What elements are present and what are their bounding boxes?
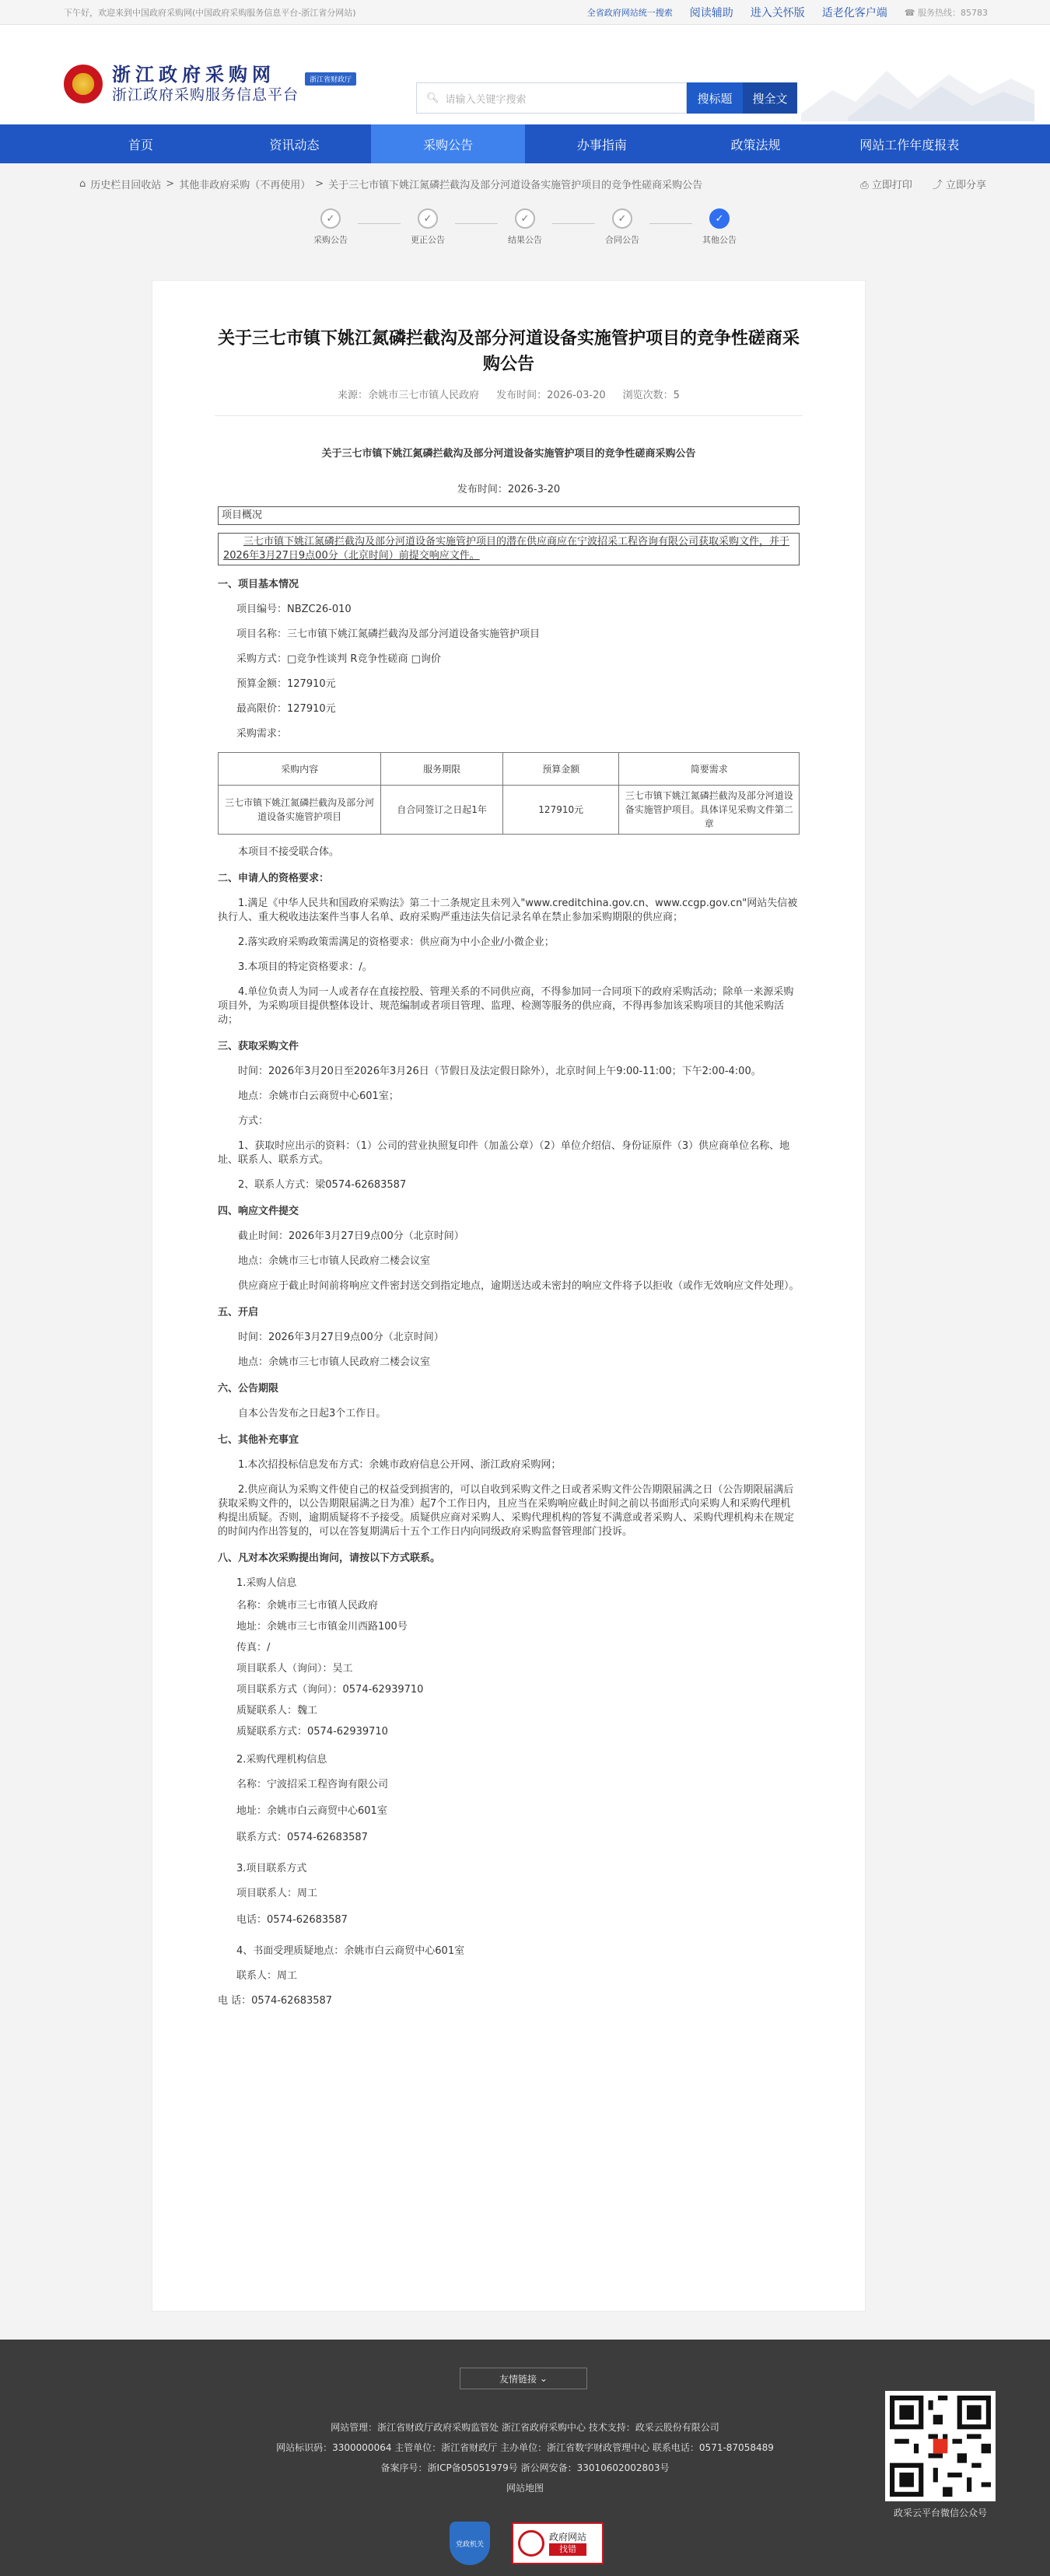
section-heading: 五、开启	[218, 1307, 259, 1318]
check-icon: ✓	[612, 208, 632, 229]
body-pub-date	[218, 483, 800, 497]
footer-line: 网站标识码：3300000064 主管单位：浙江省财政厅 主办单位：浙江省数字财政管理中心 联系电话：0571-87058489	[276, 2442, 774, 2453]
reading-aid-link[interactable]: 阅读辅助	[689, 6, 733, 19]
table-cell: 三七市镇下姚江氮磷拦截沟及部分河道设备实施管护项目。具体详见采购文件第二章	[619, 786, 800, 835]
share-button[interactable]	[933, 177, 986, 191]
article-date	[496, 387, 606, 401]
joint-bid-note: 本项目不接受联合体。	[238, 846, 340, 858]
badge-text: 党政机关	[455, 2540, 484, 2549]
requirements-table	[218, 752, 800, 835]
views-label: 浏览次数：	[622, 390, 674, 401]
magnifier-icon	[518, 2530, 544, 2557]
nav-news[interactable]: 资讯动态	[269, 137, 320, 152]
table-cell: 127910元	[503, 786, 619, 835]
obtain-method: 方式：	[238, 1115, 269, 1127]
opening-place: 地点：余姚市三七市镇人民政府二楼会议室	[238, 1356, 431, 1368]
footer	[0, 2340, 1050, 2576]
obtain-place: 地点：余姚市白云商贸中心601室；	[238, 1090, 399, 1102]
step-label: 合同公告	[605, 235, 639, 245]
printer-icon: ⎙	[860, 179, 869, 191]
agency-line: 联系方式：0574-62683587	[236, 1832, 368, 1843]
article-card	[152, 280, 866, 2312]
national-emblem-icon	[64, 65, 103, 103]
written-challenge-place: 4、书面受理质疑地点：余姚市白云商贸中心601室	[236, 1945, 465, 1957]
sitemap-link[interactable]: 网站地图	[506, 2483, 544, 2494]
project-contact-line: 电话：0574-62683587	[236, 1914, 348, 1926]
qr-caption: 政采云平台微信公众号	[893, 2508, 987, 2518]
qr-code-icon	[885, 2391, 996, 2501]
step-label: 更正公告	[411, 235, 445, 245]
print-label: 立即打印	[871, 179, 912, 191]
requirements-label: 采购需求：	[236, 728, 288, 740]
step-correction[interactable]	[401, 208, 455, 246]
notice-steps	[0, 204, 1050, 266]
qualification-4: 4.单位负责人为同一人或者存在直接控股、管理关系的不同供应商，不得参加同一合同项下的政府采购活动；除单一来源采购项目外，为采购项目提供整体设计、规范编制或者项目管理、监理、检测等服务的供应商，不得再参加该采购项目的其他采购活动；	[218, 986, 794, 1026]
mountain-decoration-icon	[801, 44, 1034, 121]
header	[0, 25, 1050, 124]
top-strip	[0, 0, 1050, 25]
body-title: 关于三七市镇下姚江氮磷拦截沟及部分河道设备实施管护项目的竞争性磋商采购公告	[321, 448, 696, 460]
logo-title: 浙江政府采购网	[112, 64, 275, 86]
welcome-text: 下午好，欢迎来到中国政府采购网(中国政府采购服务信息平台-浙江省分网站)	[64, 7, 356, 18]
article-title: 关于三七市镇下姚江氮磷拦截沟及部分河道设备实施管护项目的竞争性磋商采购公告	[217, 329, 800, 374]
agency-line: 地址：余姚市白云商贸中心601室	[236, 1805, 387, 1817]
step-label: 采购公告	[313, 235, 348, 245]
source-value: 余姚市三七市镇人民政府	[368, 390, 480, 401]
submit-note: 供应商应于截止时间前将响应文件密封送交到指定地点，逾期送达或未密封的响应文件将予以拒收（或作无效响应文件处理）。	[238, 1280, 800, 1292]
find-error-button[interactable]	[512, 2522, 604, 2564]
nav-policy[interactable]: 政策法规	[730, 137, 781, 152]
share-icon: ⤴	[932, 179, 943, 191]
purchaser-line: 质疑联系人：魏工	[236, 1705, 318, 1717]
date-value: 2026-03-20	[547, 390, 606, 401]
project-contact-title: 3.项目联系方式	[236, 1863, 307, 1874]
purchaser-line: 名称：余姚市三七市镇人民政府	[236, 1600, 379, 1612]
friend-links-label: 友情链接	[499, 2373, 537, 2385]
check-icon: ✓	[515, 208, 535, 229]
step-connector	[455, 223, 498, 224]
breadcrumb-item-other[interactable]: 其他非政府采购（不再使用）	[179, 179, 311, 191]
breadcrumb-item-current: 关于三七市镇下姚江氮磷拦截沟及部分河道设备实施管护项目的竞争性磋商采购公告	[328, 179, 703, 191]
article-body	[152, 447, 865, 2008]
friend-links-button[interactable]	[460, 2368, 587, 2389]
purchaser-line: 地址：余姚市三七市镇金川西路100号	[236, 1621, 408, 1633]
section-heading: 六、公告期限	[218, 1383, 279, 1395]
obtain-method-2: 2、联系人方式：梁0574-62683587	[238, 1179, 407, 1191]
findbug-line2: 找错	[549, 2543, 586, 2556]
party-gov-badge-icon[interactable]	[450, 2522, 490, 2565]
nav-procurement-notices[interactable]: 采购公告	[371, 124, 525, 163]
notice-period: 自本公告发布之日起3个工作日。	[238, 1408, 387, 1419]
finance-dept-badge: 浙江省财政厅	[305, 72, 356, 86]
obtain-time: 时间：2026年3月20日至2026年3月26日（节假日及法定假日除外），北京时间上午9:00-11:00；下午2:00-4:00。	[238, 1066, 761, 1077]
check-icon: ✓	[709, 208, 730, 229]
breadcrumb	[0, 163, 1050, 204]
agency-line: 名称：宁波招采工程咨询有限公司	[236, 1779, 389, 1790]
search-bar	[416, 82, 797, 114]
logo-subtitle: 浙江政府采购服务信息平台	[112, 86, 299, 103]
table-header: 简要需求	[619, 753, 800, 786]
article-source	[338, 387, 479, 401]
section-heading: 一、项目基本情况	[218, 579, 299, 590]
footer-line: 备案序号：浙ICP备05051979号 浙公网安备：33010602002803号	[380, 2462, 670, 2473]
final-phone: 电 话：0574-62683587	[218, 1995, 333, 2007]
findbug-line1: 政府网站	[549, 2532, 587, 2543]
obtain-method-1: 1、获取时应出示的资料：（1）公司的营业执照复印件（加盖公章）（2）单位介绍信、身份证原件（3）供应商单位名称、地址、联系人、联系方式。	[218, 1140, 790, 1166]
max-price: 最高限价：127910元	[236, 703, 336, 715]
search-placeholder: 请输入关键字搜索	[445, 93, 527, 106]
step-other[interactable]	[692, 208, 747, 246]
purchaser-line: 项目联系方式（询问）：0574-62939710	[236, 1684, 424, 1696]
pub-value: 2026-3-20	[507, 484, 561, 495]
source-label: 来源：	[338, 390, 369, 401]
care-version-link[interactable]: 进入关怀版	[750, 6, 805, 19]
table-header: 采购内容	[219, 753, 381, 786]
qualification-1: 1.满足《中华人民共和国政府采购法》第二十二条规定且未列入"www.creditchina.gov.cn、www.ccgp.gov.cn"网站失信被执行人、重大税收违法案件当事人名单、政府采购严重违法失信记录名单在禁止参加采购期限的供应商；	[218, 898, 798, 923]
search-title-button[interactable]: 搜标题	[687, 82, 743, 114]
procurement-method: 采购方式：□竞争性谈判 R竞争性磋商 □询价	[236, 653, 441, 665]
project-contact-line: 项目联系人：周工	[236, 1888, 318, 1899]
phone-icon: ☎	[904, 7, 915, 18]
table-cell: 自合同签订之日起1年	[381, 786, 503, 835]
submit-deadline: 截止时间：2026年3月27日9点00分（北京时间）	[238, 1230, 464, 1242]
section-heading: 四、响应文件提交	[218, 1206, 299, 1217]
step-connector	[552, 223, 595, 224]
date-label: 发布时间：	[496, 390, 548, 401]
nav-home[interactable]: 首页	[128, 137, 153, 152]
table-row	[219, 786, 800, 835]
agency-title: 2.采购代理机构信息	[236, 1754, 327, 1766]
purchaser-title: 1.采购人信息	[236, 1577, 297, 1589]
purchaser-line: 质疑联系方式：0574-62939710	[236, 1726, 388, 1738]
share-label: 立即分享	[945, 179, 986, 191]
nav-annual-report[interactable]: 网站工作年度报表	[859, 137, 960, 152]
step-contract[interactable]	[595, 208, 649, 246]
table-header: 服务期限	[381, 753, 503, 786]
home-icon: ⌂	[79, 177, 86, 190]
visits-value: 85783	[961, 7, 988, 18]
top-links	[587, 5, 988, 20]
qualification-3: 3.本项目的特定资格要求：/。	[238, 961, 373, 973]
footer-line: 网站管理：浙江省财政厅政府采购监管处 浙江省政府采购中心 技术支持：政采云股份有限公司	[331, 2422, 719, 2433]
purchaser-line: 传真：/	[236, 1642, 271, 1654]
visits-label: 服务热线：	[918, 7, 961, 18]
breadcrumb-separator: >	[166, 177, 175, 190]
step-procurement[interactable]	[303, 208, 358, 246]
budget-amount: 预算金额：127910元	[236, 678, 336, 690]
step-result[interactable]	[498, 208, 552, 246]
article-meta	[152, 387, 865, 401]
footer-logos	[450, 2522, 604, 2565]
breadcrumb-item-recycle[interactable]: 历史栏目回收站	[90, 179, 162, 191]
chevron-down-icon: ⌄	[539, 2373, 548, 2384]
step-connector	[358, 223, 401, 224]
publish-channels: 1.本次招投标信息发布方式：余姚市政府信息公开网、浙江政府采购网；	[238, 1459, 562, 1471]
section-heading: 八、凡对本次采购提出询问，请按以下方式联系。	[218, 1552, 441, 1564]
section-heading: 七、其他补充事宜	[218, 1434, 299, 1446]
submit-place: 地点：余姚市三七市镇人民政府二楼会议室	[238, 1255, 431, 1267]
check-icon: ✓	[320, 208, 341, 229]
search-input[interactable]	[416, 82, 687, 114]
search-icon: 🔍︎	[426, 92, 439, 104]
table-cell: 三七市镇下姚江氮磷拦截沟及部分河道设备实施管护项目	[219, 786, 381, 835]
step-connector	[649, 223, 692, 224]
challenge-note: 2.供应商认为采购文件使自己的权益受到损害的，可以自收到采购文件之日或者采购文件公告期限届满之日（公告期限届满后获取采购文件的，以公告期限届满之日为准）起7个工作日内，且应当在采购响应截止时间之前以书面形式向采购人和采购代理机构提出质疑。否则，逾期质疑将不予接受。质疑供应商对采购人、采购代理机构的答复不满意或者采购人、采购代理机构未在规定的时间内作出答复的，可以在答复期满后十五个工作日内向同级政府采购监督管理部门投诉。	[218, 1484, 795, 1538]
opening-time: 时间：2026年3月27日9点00分（北京时间）	[238, 1332, 444, 1343]
elderly-client-link[interactable]: 适老化客户端	[821, 6, 887, 19]
search-fulltext-button[interactable]: 搜全文	[743, 82, 797, 114]
views-value: 5	[673, 390, 680, 401]
article-views	[623, 387, 680, 401]
check-icon: ✓	[418, 208, 438, 229]
pub-label: 发布时间：	[457, 484, 508, 495]
qualification-2: 2.落实政府采购政策需满足的资格要求：供应商为中小企业/小微企业；	[238, 936, 555, 948]
purchaser-line: 项目联系人（询问）：吴工	[236, 1663, 353, 1675]
overview-text: 三七市镇下姚江氮磷拦截沟及部分河道设备实施管护项目的潜在供应商应在宁波招采工程咨询有限公司获取采购文件，并于2026年3月27日9点00分（北京时间）前提交响应文件。	[218, 533, 800, 565]
breadcrumb-separator: >	[315, 177, 324, 190]
step-label: 结果公告	[508, 235, 542, 245]
table-header: 预算金额	[503, 753, 619, 786]
step-label: 其他公告	[702, 235, 737, 245]
section-heading: 二、申请人的资格要求：	[218, 873, 330, 884]
section-heading: 三、获取采购文件	[218, 1041, 299, 1052]
divider	[215, 415, 803, 416]
print-button[interactable]	[860, 177, 912, 191]
nav-guide[interactable]: 办事指南	[576, 137, 627, 152]
project-number: 项目编号：NBZC26-010	[236, 604, 352, 615]
logo-text	[112, 64, 299, 104]
overview-heading: 项目概况	[218, 506, 800, 525]
site-logo[interactable]	[64, 64, 356, 104]
main-nav	[0, 124, 1050, 163]
project-name: 项目名称：三七市镇下姚江氮磷拦截沟及部分河道设备实施管护项目	[236, 628, 541, 640]
final-contact: 联系人：周工	[236, 1970, 298, 1982]
visits-counter	[905, 6, 988, 19]
site-search-link[interactable]: 全省政府网站统一搜索	[586, 7, 673, 18]
